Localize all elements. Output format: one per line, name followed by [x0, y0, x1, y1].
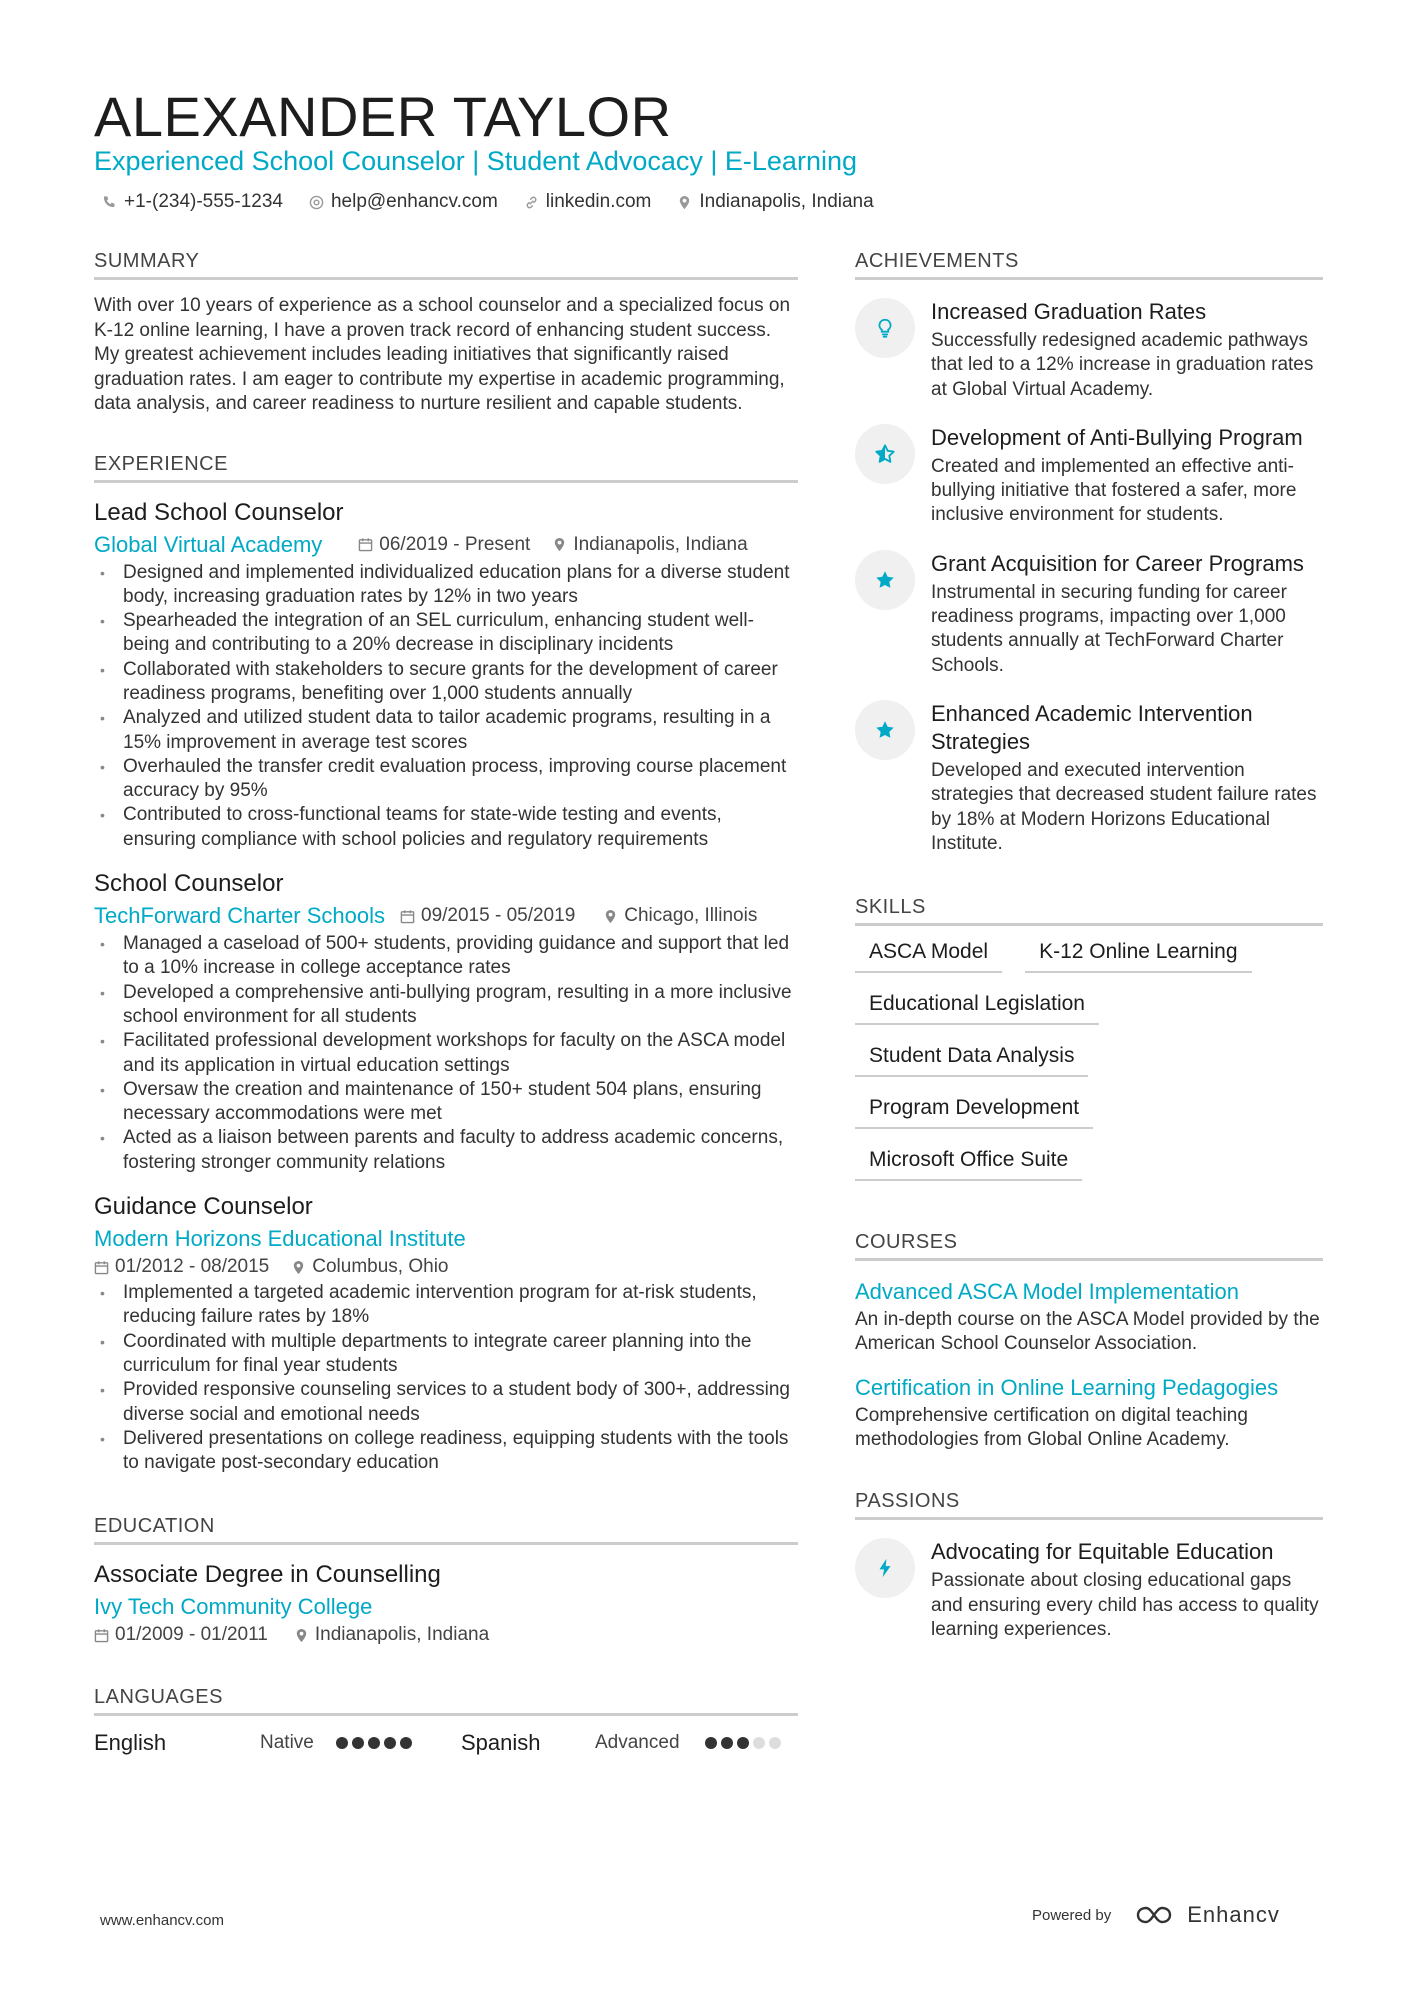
- footer-website[interactable]: www.enhancv.com: [100, 1912, 224, 1929]
- achievement-icon-circle: [855, 700, 915, 760]
- bullet-item: • Managed a caseload of 500+ students, providing guidance and support that led to a 10% increase in college acceptance rates: [94, 932, 798, 981]
- languages-heading: LANGUAGES: [94, 1686, 798, 1716]
- company-name: Modern Horizons Educational Institute: [94, 1226, 466, 1252]
- calendar-icon: [400, 909, 415, 924]
- contact-location: [677, 191, 873, 213]
- calendar-icon: [94, 1260, 109, 1275]
- job-meta: [94, 1226, 798, 1252]
- proficiency-dot-filled: [737, 1737, 749, 1749]
- bolt-icon: [874, 1557, 896, 1579]
- linkedin-text: linkedin.com: [545, 191, 652, 212]
- job-location-text: Columbus, Ohio: [312, 1256, 449, 1278]
- achievement-item: [855, 550, 1323, 678]
- passion-desc: Passionate about closing educational gaps and ensuring every child has access to quality learning experiences.: [931, 1570, 1319, 1640]
- job-bullets: [94, 561, 798, 853]
- proficiency-dot-filled: [721, 1737, 733, 1749]
- achievement-title: Development of Anti-Bullying Program: [931, 424, 1303, 450]
- job-dates-text: 01/2012 - 08/2015: [115, 1256, 270, 1278]
- language-proficiency-dots: [705, 1737, 781, 1749]
- skill-tag: Educational Legislation: [855, 992, 1099, 1025]
- job-dates-text: 09/2015 - 05/2019: [421, 905, 576, 927]
- left-column: [94, 250, 798, 1756]
- skill-tag: K-12 Online Learning: [1025, 940, 1251, 973]
- skill-tag: ASCA Model: [855, 940, 1002, 973]
- job-location-text: Indianapolis, Indiana: [573, 533, 748, 555]
- course-title: Advanced ASCA Model Implementation: [855, 1279, 1240, 1305]
- achievement-desc: Created and implemented an effective anti-bullying initiative that fostered a safer, more inclusive environment for students.: [931, 455, 1297, 526]
- course-item: [855, 1279, 1323, 1357]
- school-name: Ivy Tech Community College: [94, 1594, 373, 1620]
- education-meta: [94, 1594, 798, 1620]
- proficiency-dot-empty: [753, 1737, 765, 1749]
- course-desc: An in-depth course on the ASCA Model provided by the American School Counselor Association.: [855, 1309, 1320, 1355]
- bullet-item: • Acted as a liaison between parents and faculty to address academic concerns, fostering stronger community relations: [94, 1126, 798, 1175]
- star-icon: [874, 719, 896, 741]
- powered-by-text: Powered by: [1032, 1906, 1112, 1924]
- skill-tag: Program Development: [855, 1096, 1093, 1129]
- language-proficiency-dots: [336, 1737, 461, 1749]
- company-name: Global Virtual Academy: [94, 531, 323, 557]
- location-pin-icon: [294, 1628, 309, 1643]
- job-location: [552, 534, 747, 556]
- proficiency-dot-filled: [352, 1737, 364, 1749]
- job-dates: [94, 1256, 269, 1278]
- summary-text: With over 10 years of experience as a school counselor and a specialized focus on K-12 online learning, I have a proven track record of enhancing student success. My greatest achievement includes leading initiatives that significantly raised graduation rates. I am eager to contribute my expertise in academic programming, data analysis, and career readiness to nurture resilient and capable students.: [94, 295, 791, 414]
- bullet-item: • Designed and implemented individualized education plans for a diverse student body, increasing graduation rates by 12% in two years: [94, 561, 798, 610]
- star-icon: [874, 569, 896, 591]
- bullet-item: • Developed a comprehensive anti-bullying program, resulting in a more inclusive school environment for all students: [94, 981, 798, 1030]
- proficiency-dot-empty: [769, 1737, 781, 1749]
- candidate-name: ALEXANDER TAYLOR: [94, 85, 672, 148]
- achievement-title: Grant Acquisition for Career Programs: [931, 550, 1304, 576]
- skills-list: [855, 940, 1323, 1181]
- language-level: Advanced: [595, 1732, 680, 1754]
- job-title: Guidance Counselor: [94, 1193, 313, 1221]
- bullet-item: • Delivered presentations on college readiness, equipping students with the tools to navigate post-secondary education: [94, 1427, 798, 1476]
- bullet-item: • Oversaw the creation and maintenance of 150+ student 504 plans, ensuring necessary accommodations were met: [94, 1078, 798, 1127]
- degree-title: Associate Degree in Counselling: [94, 1561, 441, 1589]
- headline: Experienced School Counselor | Student Advocacy | E-Learning: [94, 146, 857, 176]
- job-meta: [94, 532, 798, 558]
- passions-heading: PASSIONS: [855, 1490, 1323, 1520]
- job-bullets: [94, 1281, 798, 1475]
- footer-brand: [1032, 1902, 1280, 1928]
- contact-email[interactable]: [309, 191, 498, 213]
- education-meta: [94, 1624, 798, 1646]
- job-entry: [94, 1193, 798, 1475]
- proficiency-dot-filled: [336, 1737, 348, 1749]
- phone-text: +1-(234)-555-1234: [124, 191, 283, 212]
- job-location-text: Chicago, Illinois: [624, 905, 758, 927]
- bullet-item: • Spearheaded the integration of an SEL curriculum, enhancing student well-being and contributing to a 20% decrease in disciplinary incidents: [94, 609, 798, 658]
- location-pin-icon: [291, 1260, 306, 1275]
- contact-bar: [102, 191, 874, 213]
- skills-heading: SKILLS: [855, 896, 1323, 926]
- link-icon: [524, 195, 539, 210]
- location-pin-icon: [603, 909, 618, 924]
- bullet-item: • Analyzed and utilized student data to tailor academic programs, resulting in a 15% improvement in average test scores: [94, 706, 798, 755]
- location-text: Indianapolis, Indiana: [699, 191, 874, 212]
- bullet-item: • Facilitated professional development workshops for faculty on the ASCA model and its application in virtual education settings: [94, 1029, 798, 1078]
- achievements-heading: ACHIEVEMENTS: [855, 250, 1323, 280]
- education-heading: EDUCATION: [94, 1515, 798, 1545]
- education-dates: [94, 1624, 268, 1646]
- course-title: Certification in Online Learning Pedagogies: [855, 1374, 1279, 1400]
- achievement-icon-circle: [855, 298, 915, 358]
- brand-logo[interactable]: [1135, 1902, 1280, 1928]
- job-entry: [94, 499, 798, 853]
- passion-title: Advocating for Equitable Education: [931, 1539, 1274, 1565]
- experience-heading: EXPERIENCE: [94, 453, 798, 483]
- enhancv-logo-icon: [1135, 1904, 1181, 1926]
- courses-heading: COURSES: [855, 1231, 1323, 1261]
- summary-heading: SUMMARY: [94, 250, 798, 280]
- proficiency-dot-filled: [400, 1737, 412, 1749]
- passion-item: [855, 1538, 1323, 1642]
- achievement-desc: Developed and executed intervention strategies that decreased student failure rates by 18% at Modern Horizons Educational Institute.: [931, 759, 1317, 854]
- job-meta: [94, 903, 798, 929]
- location-pin-icon: [677, 195, 692, 210]
- achievement-item: [855, 298, 1323, 402]
- bullet-item: • Coordinated with multiple departments to integrate career planning into the curriculum for final year students: [94, 1330, 798, 1379]
- bullet-item: • Contributed to cross-functional teams for state-wide testing and events, ensuring compliance with school policies and regulatory requirements: [94, 803, 798, 852]
- language-level: Native: [260, 1732, 314, 1754]
- at-icon: [309, 195, 324, 210]
- phone-icon: [102, 195, 117, 210]
- course-item: [855, 1375, 1323, 1453]
- bullet-item: • Collaborated with stakeholders to secure grants for the development of career readiness programs, benefiting over 1,000 students annually: [94, 658, 798, 707]
- education-location: [294, 1624, 489, 1646]
- contact-phone[interactable]: [102, 191, 283, 213]
- achievement-item: [855, 424, 1323, 528]
- achievement-item: [855, 700, 1323, 856]
- email-text: help@enhancv.com: [330, 191, 498, 212]
- achievement-icon-circle: [855, 550, 915, 610]
- proficiency-dot-filled: [384, 1737, 396, 1749]
- star-half-icon: [874, 443, 896, 465]
- calendar-icon: [94, 1628, 109, 1643]
- bullet-item: • Provided responsive counseling services to a student body of 300+, addressing diverse social and emotional needs: [94, 1378, 798, 1427]
- bullet-item: • Overhauled the transfer credit evaluation process, improving course placement accuracy by 95%: [94, 755, 798, 804]
- lightbulb-icon: [874, 317, 896, 339]
- job-bullets: [94, 932, 798, 1175]
- achievement-desc: Instrumental in securing funding for career readiness programs, impacting over 1,000 students annually at TechForward Charter Schools.: [931, 581, 1287, 676]
- achievement-title: Increased Graduation Rates: [931, 299, 1207, 324]
- language-name: English: [94, 1730, 167, 1756]
- job-location: [603, 905, 757, 927]
- brand-name: Enhancv: [1187, 1902, 1280, 1927]
- contact-linkedin[interactable]: [524, 191, 652, 213]
- education-dates-text: 01/2009 - 01/2011: [115, 1624, 268, 1646]
- skill-tag: Microsoft Office Suite: [855, 1148, 1082, 1181]
- proficiency-dot-filled: [705, 1737, 717, 1749]
- right-column: [855, 250, 1323, 1664]
- course-desc: Comprehensive certification on digital teaching methodologies from Global Online Academy.: [855, 1404, 1248, 1451]
- education-entry: [94, 1561, 798, 1646]
- job-meta: [94, 1256, 798, 1278]
- job-entry: [94, 870, 798, 1175]
- job-title: Lead School Counselor: [94, 498, 344, 526]
- location-pin-icon: [552, 537, 567, 552]
- bullet-item: • Implemented a targeted academic intervention program for at-risk students, reducing failure rates by 18%: [94, 1281, 798, 1330]
- job-title: School Counselor: [94, 870, 284, 898]
- skill-tag: Student Data Analysis: [855, 1044, 1088, 1077]
- proficiency-dot-filled: [368, 1737, 380, 1749]
- job-dates: [358, 534, 530, 556]
- language-name: Spanish: [461, 1730, 541, 1756]
- achievement-desc: Successfully redesigned academic pathways that led to a 12% increase in graduation rates at Global Virtual Academy.: [931, 330, 1314, 400]
- job-location: [291, 1256, 448, 1278]
- calendar-icon: [358, 537, 373, 552]
- achievement-icon-circle: [855, 424, 915, 484]
- company-name: TechForward Charter Schools: [94, 903, 386, 929]
- job-dates: [400, 905, 575, 927]
- languages-row: [94, 1730, 798, 1756]
- education-location-text: Indianapolis, Indiana: [314, 1624, 490, 1646]
- achievement-title: Enhanced Academic Intervention Strategies: [931, 700, 1253, 754]
- passion-icon-circle: [855, 1538, 915, 1598]
- job-dates-text: 06/2019 - Present: [379, 533, 531, 555]
